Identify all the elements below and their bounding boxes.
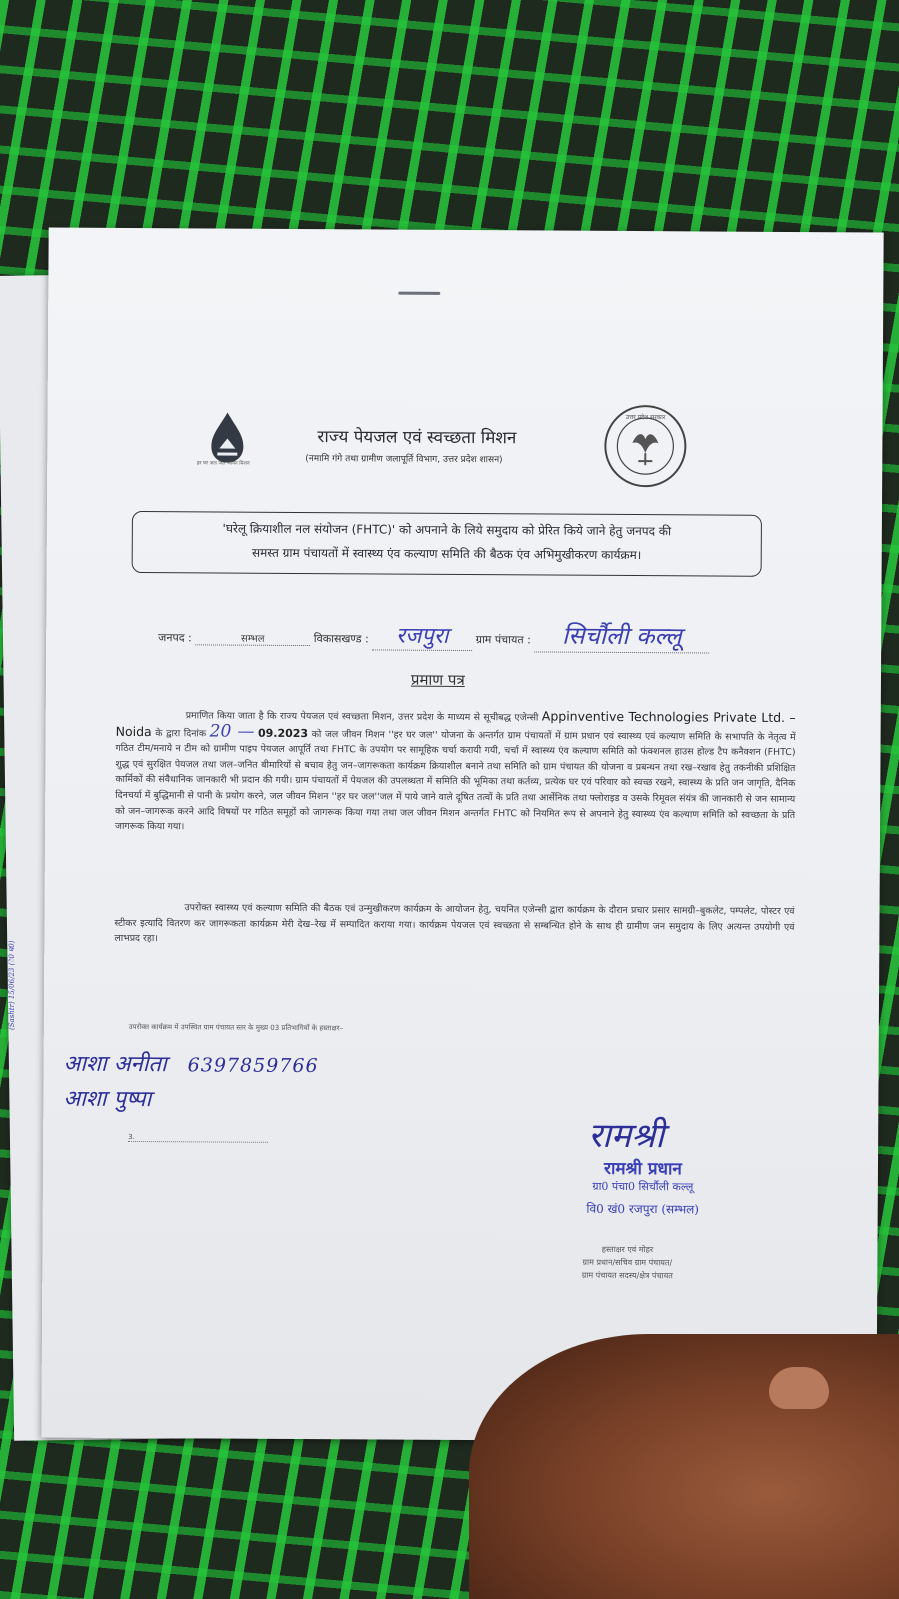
gram-panchayat-label: ग्राम पंचायत : bbox=[475, 633, 531, 647]
stamp-block: वि0 खं0 रजपुरा (सम्भल) bbox=[586, 1201, 700, 1217]
agency-name: Appinventive Technologies Private Ltd. – Noida bbox=[115, 708, 796, 739]
holding-hand bbox=[469, 1334, 899, 1599]
district-value: सम्भल bbox=[195, 630, 310, 646]
pradhan-stamp bbox=[553, 1156, 733, 1218]
thumb-nail bbox=[769, 1367, 829, 1409]
mission-title: राज्य पेयजल एवं स्वच्छता मिशन bbox=[317, 427, 517, 449]
printed-date: 09.2023 bbox=[257, 726, 309, 740]
signature-caption-3: ग्राम पंचायत सदस्य/क्षेत्र पंचायत bbox=[581, 1270, 673, 1281]
program-line-2: समस्त ग्राम पंचायतों में स्वास्थ्य एंव कल्याण समिति की बैठक एंव अभिमुखीकरण कार्यक्रम। bbox=[252, 545, 642, 563]
handwritten-date: 20 — bbox=[209, 721, 255, 742]
pradhan-signature: रामश्री bbox=[588, 1115, 665, 1157]
district-label: जनपद : bbox=[158, 631, 192, 645]
para1-part-a: प्रमाणित किया जाता है कि राज्य पेयजल एवं स्वच्छता मिशन, उत्तर प्रदेश के माध्यम से सूचीबद्ध एजेन्सी bbox=[185, 710, 539, 724]
signature-caption bbox=[542, 1242, 712, 1282]
seal-text: उत्तर प्रदेश सरकार bbox=[625, 413, 666, 422]
stamp-name: रामश्री प्रधान bbox=[603, 1158, 682, 1180]
stamp-panchayat: ग्रा0 पंचा0 सिर्चौली कल्लू bbox=[592, 1179, 694, 1194]
program-title-box bbox=[132, 511, 762, 577]
participant-1 bbox=[64, 1048, 319, 1080]
location-fields bbox=[158, 616, 798, 654]
participant-1-name: आशा अनीता bbox=[63, 1051, 167, 1078]
block-value: रजपुरा bbox=[372, 619, 472, 651]
para1-part-b: के द्वारा दिनांक bbox=[155, 727, 207, 740]
gram-panchayat-value: सिर्चौली कल्लू bbox=[534, 618, 709, 653]
certificate-paragraph-2: उपरोक्त स्वास्थ्य एवं कल्याण समिति की बैठक एवं उन्मुखीकरण कार्यक्रम के आयोजन हेतु, चयनित एजेन्सी द्वारा कार्यक्रम के दौरान प्रचार प्रसार सामग्री–बुकलेट, पम्पलेट, पोस्टर एवं स्टीकर इत्यादि वितरण कर जागरूकता कार्यक्रम मेरी देख–रेख में सम्पादित कराया गया। कार्यक्रम पेयजल एवं स्वच्छता से सम्बन्धित होने के साथ ही ग्रामीण जन समुदाय के लिए अत्यन्त उपयोगी एवं लाभप्रद रहा। bbox=[114, 902, 795, 945]
participant-1-phone: 6397859766 bbox=[187, 1054, 319, 1078]
staple bbox=[398, 292, 440, 295]
participant-2-name: आशा पुष्पा bbox=[63, 1086, 152, 1113]
signature-caption-2: ग्राम प्रधान/सचिव ग्राम पंचायत/ bbox=[582, 1257, 673, 1268]
margin-handwritten-note: (Sashtr) 15/06/23 (ॆ0 घ0) bbox=[8, 940, 16, 1030]
signature-caption-1: हस्ताक्षर एवं मोहर bbox=[601, 1244, 654, 1255]
mission-subtitle: (नमामि गंगे तथा ग्रामीण जलापूर्ति विभाग, उत्तर प्रदेश शासन) bbox=[305, 454, 503, 466]
para1-part-c: को जल जीवन मिशन ''हर घर जल'' योजना के अन्तर्गत ग्राम पंचायतों में ग्राम प्रधान एवं स्वास्थ्य एवं कल्याण समिति के सभापति के नेतृत्व में गठित टीम/मनाये न टीम को ग्रामीण पाइप पेयजल आपूर्ति तथा FHTC के उपयोग पर सामूहिक चर्चा करायी गयी, चर्चा में स्वास्थ्य एंव कल्याण समिति को फंक्शनल हाउस होल्ड टैप कनैक्शन (FHTC) शुद्ध एवं सुरक्षित पेयजल तथा जल–जनित बीमारियों से बचाव हेतु जन–जागरूकता कार्यक्रम क्रियाशील बनाने तथा समिति को ग्राम पंचायत की योजना व प्रबन्धन तथा रख–रखाव हेतु तकनीकी प्रशिक्षित कार्मिकों की संवैधानिक जानकारी भी प्रदान की गयी। ग्राम पंचायतों में पेयजल की उपलब्धता में समिति की भूमिका तथा कर्तव्य, प्रत्येक घर एवं परिवार को स्वच्छ रखने, स्वास्थ्य के प्रति जन जागृति, दैनिक दिनचर्या में बुद्धिमानी से पानी के प्रयोग करने, जल जीवन मिशन ''हर घर जल''जल में पाये जाने वाले दूषित तत्वों के प्रति तथा आर्सेनिक तथा फ्लोराइड व उसके रिमूवल संयंत्र की जानकारी से जन सामान्य को जन–जागरूक करने आदि विषयों पर गठित समूहों को जागरूक किया गया तथा जल जीवन मिशन अन्तर्गत FHTC को नियमित रूप से अपनाने हेतु स्वास्थ्य एंव कल्याण समिति को स्वच्छता के प्रति जागरूक किया गया। bbox=[115, 728, 796, 833]
water-drop-logo-icon bbox=[197, 408, 287, 489]
participant-3-slot: 3. bbox=[128, 1133, 268, 1143]
block-label: विकासखण्ड : bbox=[313, 632, 369, 646]
certificate-title: प्रमाण पत्र bbox=[410, 670, 465, 690]
participants-note: उपरोक्त कार्यक्रम में उपस्थित ग्राम पंचायत स्तर के मुख्य 03 प्रतिभागियों के हस्ताक्षर– bbox=[128, 1022, 344, 1033]
certificate-paragraph-1 bbox=[115, 706, 796, 839]
document-page bbox=[41, 227, 883, 1442]
up-government-seal-icon bbox=[602, 403, 689, 490]
program-line-1: 'घरेलू क्रियाशील नल संयोजन (FHTC)' को अपनाने के लिये समुदाय को प्रेरित किये जाने हेतु जनपद की bbox=[222, 521, 672, 539]
logo-caption: हर घर जल जल जीवन मिशन bbox=[196, 460, 250, 467]
